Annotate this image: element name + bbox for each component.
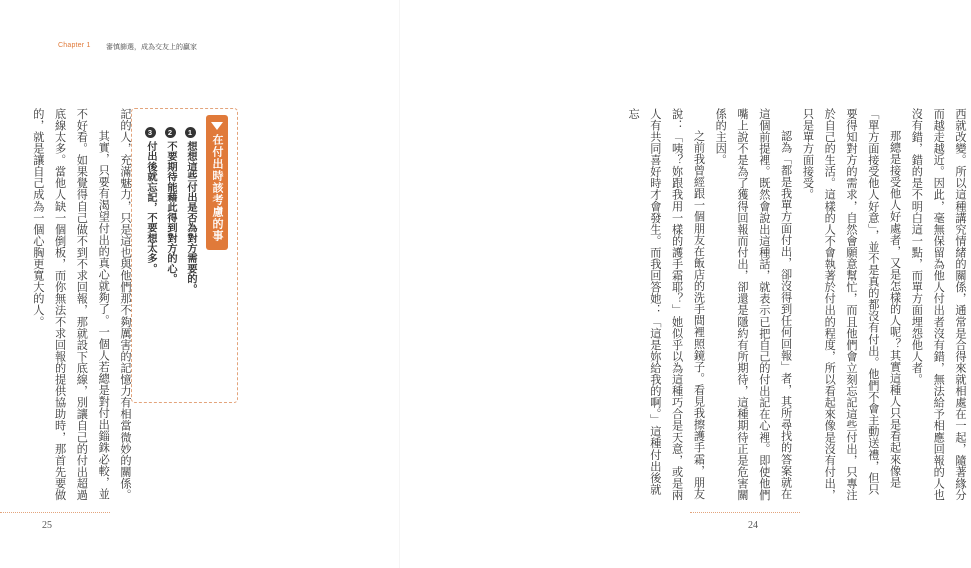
number-badge-icon: 3 xyxy=(145,127,156,138)
footer-rule xyxy=(0,512,110,513)
footer-rule xyxy=(690,512,800,513)
left-page xyxy=(0,0,400,568)
tip-item xyxy=(161,127,179,387)
tip-list xyxy=(139,127,199,387)
number-badge-icon: 2 xyxy=(165,127,176,138)
number-badge-icon: 1 xyxy=(185,127,196,138)
right-page-body xyxy=(627,108,971,503)
tip-box-header xyxy=(206,115,228,250)
tip-item xyxy=(181,127,199,387)
left-paragraph-2: 其實，只要有渴望付出的真心就夠了。一個人若總是對付出錙銖必較，並不好看。如果覺得自己做不到不求回報，那就設下底線，別讓自己的付出超過底線太多。當他人缺一個倒板，而你無法不求回報的提供協助時，那首先要做的，就是讓自己成為一個心胸更寬大的人。 xyxy=(31,108,111,501)
right-paragraph-1: 西就改變。所以這種講究情緒的關係，通常是合得來就相處在一起，隨著緣分而越走越近。因此，毫無保留為他人付出者沒有錯，無法給予相應回報的人也沒有錯，錯的是不明白這一點，而單方面埋怨他人者。 xyxy=(910,108,967,501)
left-page-body xyxy=(16,108,136,503)
tip-item-text: 付出後就忘記，不要想太多。 xyxy=(145,141,156,274)
chapter-title: 審慎篩選，成為交友上的贏家 xyxy=(106,43,197,51)
tip-box xyxy=(131,108,238,403)
tip-item-text: 想想這些付出是否為對方需要的。 xyxy=(185,141,196,294)
left-paragraph-1: 記的人，充滿魅力，只是這也與他們那不夠厲害的記憶力有相當微妙的關係。 xyxy=(119,108,132,501)
right-page xyxy=(400,0,967,568)
tip-item-text: 不要期待能藉此得到對方的心。 xyxy=(165,141,176,284)
page-number-right: 24 xyxy=(748,520,758,531)
triangle-down-icon xyxy=(211,122,223,130)
page-number-left: 25 xyxy=(42,520,52,531)
tip-box-title: 在付出時該考慮的事 xyxy=(211,134,224,242)
right-paragraph-3: 認為「都是我單方面付出，卻沒得到任何回報」者，其所尋找的答案就在這個前提裡。既然會說出這種話，就表示已把自己的付出記在心裡。即使他們嘴上說不是為了獲得回報而付出，卻還是隱約有所期待，這種期待正是危害關係的主因。 xyxy=(714,108,793,501)
tip-item xyxy=(141,127,159,387)
right-paragraph-4: 之前我曾經跟一個朋友在飯店的洗手間裡照鏡子。看見我擦護手霜，朋友說：「咦？妳跟我用一樣的護手霜耶？」她似乎以為這種巧合是天意，或是兩人有共同喜好時才會發生。而我回答她：「這是妳給我的啊。」這種付出後就忘 xyxy=(627,108,706,501)
chapter-tag: Chapter 1 xyxy=(58,42,91,49)
right-paragraph-2: 那總是接受他人好處者，又是怎樣的人呢？其實這種人只是看起來像是「單方面接受他人好意」，並不是真的都沒有付出。他們不會主動送禮，但只要得知對方的需求，自然會願意幫忙，而且他們會立刻忘記這些付出，只專注於自己的生活。這樣的人不會執著於付出的程度，所以看起來像是沒有付出，只是單方面接受。 xyxy=(801,108,902,501)
